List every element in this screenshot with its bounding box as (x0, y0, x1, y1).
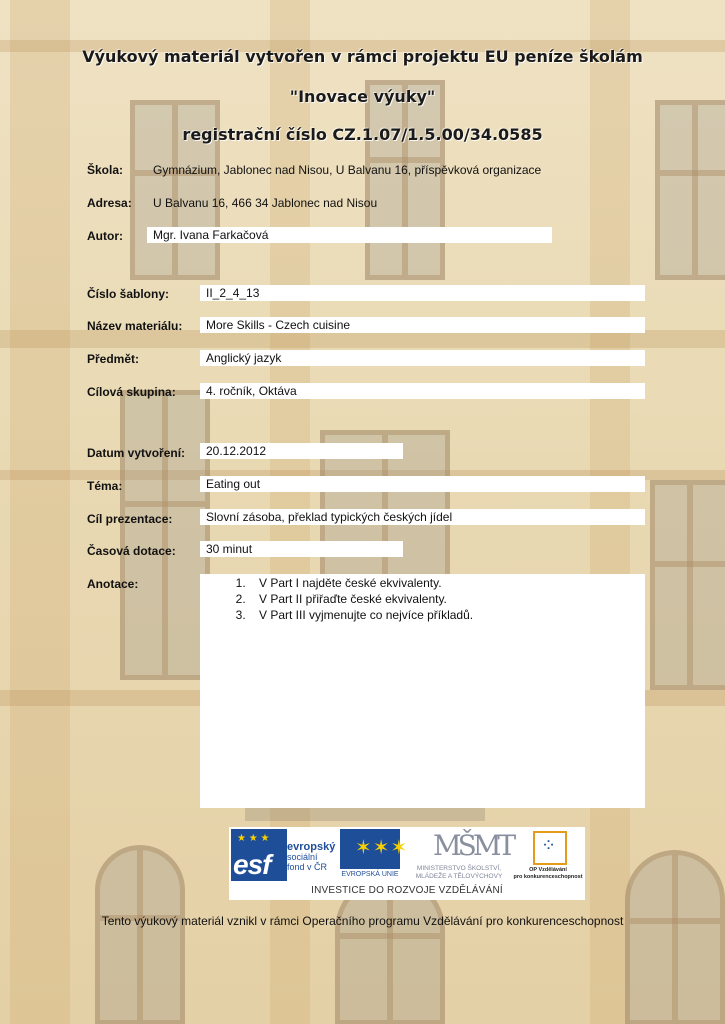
dotace-label: Časová dotace: (87, 544, 176, 558)
datum-label: Datum vytvoření: (87, 446, 186, 460)
sablona-label: Číslo šablony: (87, 287, 170, 301)
cil-value: Slovní zásoba, překlad typických českých jídel (200, 509, 645, 525)
eu-caption: EVROPSKÁ UNIE (341, 871, 399, 878)
header-registration-number: registrační číslo CZ.1.07/1.5.00/34.0585 (182, 125, 543, 144)
autor-value: Mgr. Ivana Farkačová (147, 227, 552, 243)
adresa-value: U Balvanu 16, 466 34 Jablonec nad Nisou (153, 196, 378, 210)
skupina-value: 4. ročník, Oktáva (200, 383, 645, 399)
anotace-list (200, 575, 645, 623)
eu-stars-icon: ★ ★ ★ (237, 833, 270, 844)
nazev-label: Název materiálu: (87, 319, 183, 333)
footer-note: Tento výukový materiál vznikl v rámci Operačního programu Vzdělávání pro konkurenceschopnost (101, 914, 624, 928)
op-caption: OP Vzdělávání pro konkurenceschopnost (513, 867, 583, 880)
nazev-value: More Skills - Czech cuisine (200, 317, 645, 333)
esf-caption: evropský sociální fond v ČR (287, 841, 336, 872)
funding-logos (229, 827, 585, 900)
autor-label: Autor: (87, 229, 123, 243)
invest-caption: INVESTICE DO ROZVOJE VZDĚLÁVÁNÍ (311, 885, 503, 896)
anotace-label: Anotace: (87, 577, 139, 591)
eu-flag-icon: ✶✶✶ (340, 829, 400, 869)
skola-label: Škola: (87, 163, 124, 177)
tema-label: Téma: (87, 479, 123, 493)
predmet-label: Předmět: (87, 352, 140, 366)
header-project-title: Výukový materiál vytvořen v rámci projektu EU peníze školám (82, 47, 643, 66)
esf-logo (231, 829, 287, 881)
anotace-box (200, 574, 645, 808)
dotace-value: 30 minut (200, 541, 403, 557)
esf-mark: esf (233, 849, 271, 880)
msmt-mark: MŠMT (433, 829, 513, 862)
op-vk-icon: ⁘ (533, 831, 567, 865)
list-item: 2. V Part II přiřaďte české ekvivalenty. (249, 591, 645, 607)
tema-value: Eating out (200, 476, 645, 492)
skupina-label: Cílová skupina: (87, 385, 176, 399)
skola-value: Gymnázium, Jablonec nad Nisou, U Balvanu 16, příspěvková organizace (153, 163, 542, 177)
msmt-logo (433, 829, 513, 865)
sablona-value: II_2_4_13 (200, 285, 645, 301)
datum-value: 20.12.2012 (200, 443, 403, 459)
predmet-value: Anglický jazyk (200, 350, 645, 366)
header-project-subtitle: "Inovace výuky" (289, 87, 436, 106)
list-item: 3. V Part III vyjmenujte co nejvíce příkladů. (249, 607, 645, 623)
list-item: 1. V Part I najděte české ekvivalenty. (249, 575, 645, 591)
msmt-caption: MINISTERSTVO ŠKOLSTVÍ, MLÁDEŽE A TĚLOVÝCHOVY (415, 865, 503, 880)
adresa-label: Adresa: (87, 196, 132, 210)
cil-label: Cíl prezentace: (87, 512, 173, 526)
